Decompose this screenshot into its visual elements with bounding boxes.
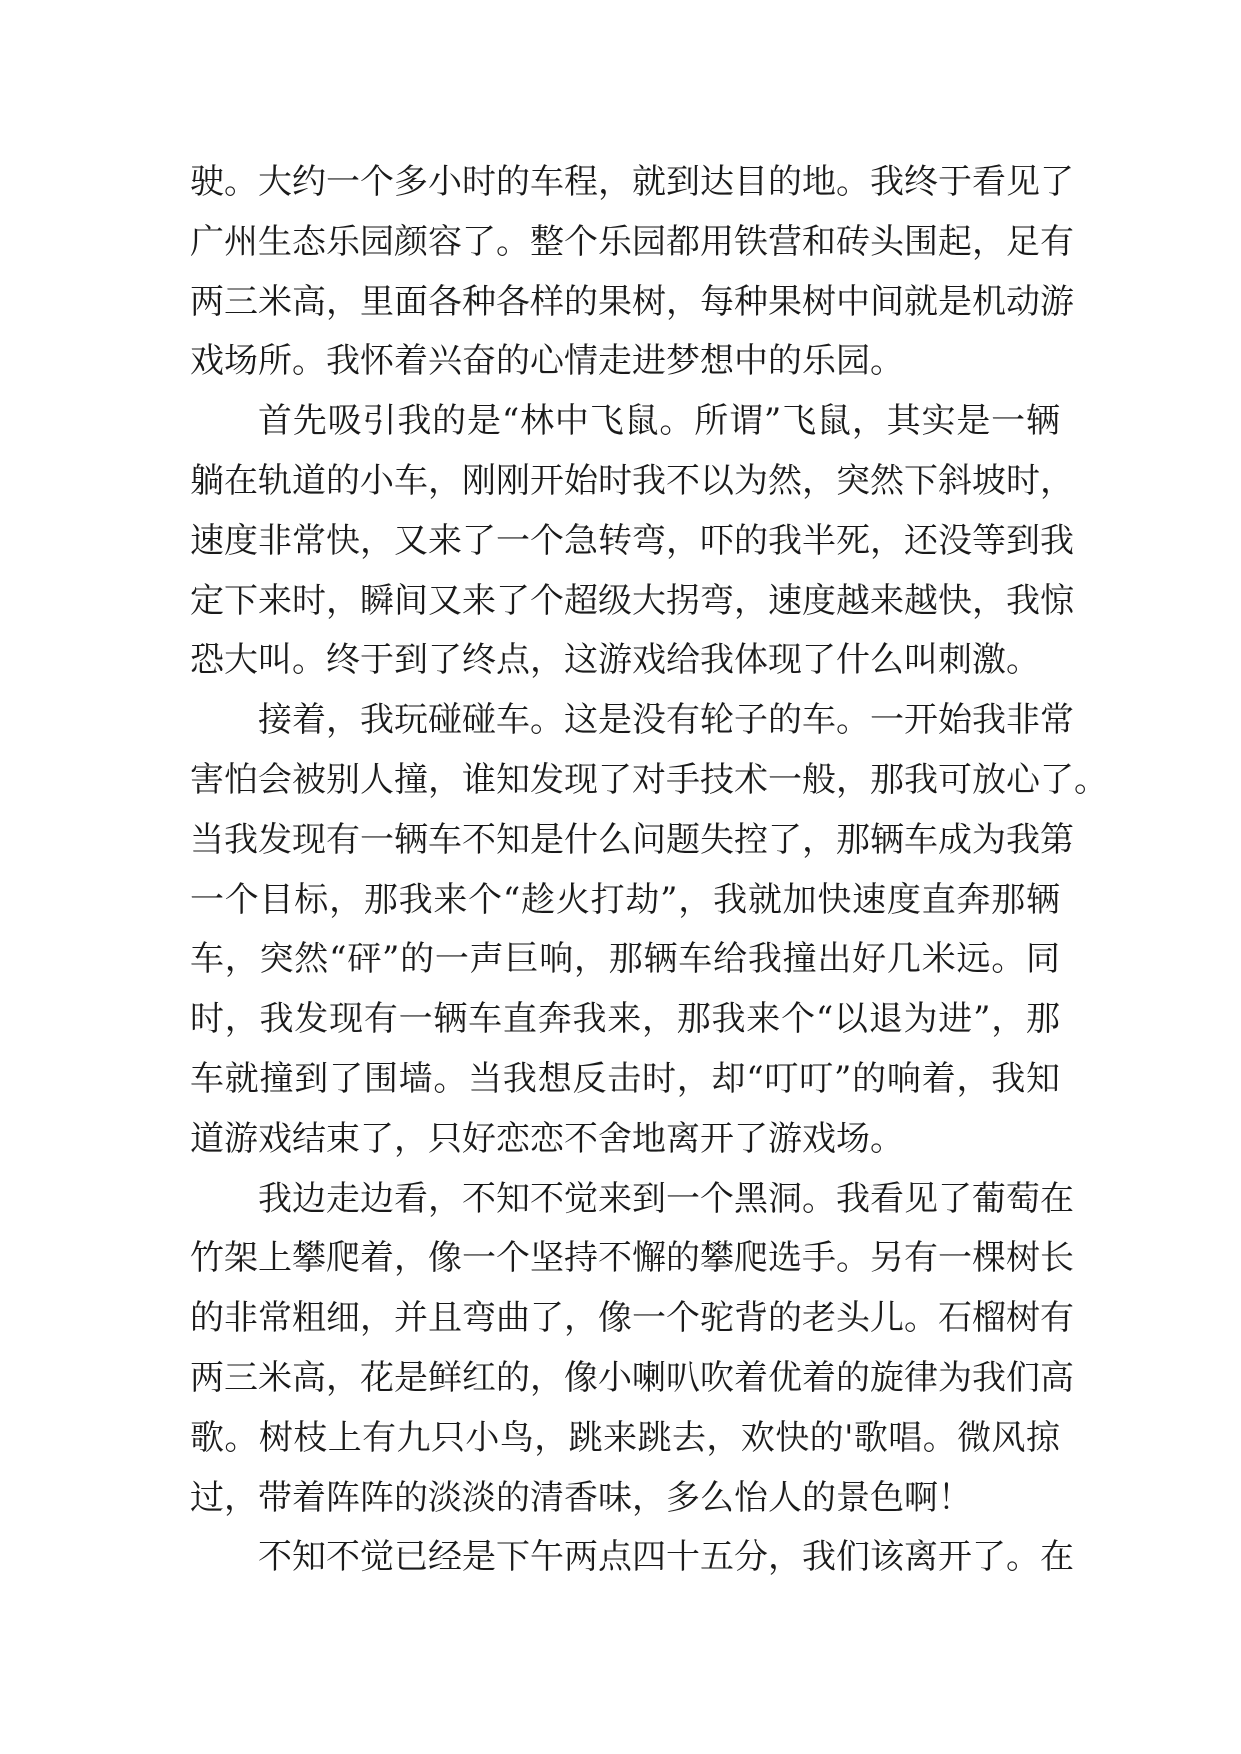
- text-line: 过，带着阵阵的淡淡的清香味，多么怡人的景色啊！: [190, 1477, 972, 1518]
- text-line: 车，突然“砰”的一声巨响，那辆车给我撞出好几米远。同: [190, 939, 1060, 980]
- text-line: 接着，我玩碰碰车。这是没有轮子的车。一开始我非常: [258, 700, 1074, 741]
- text-line: 竹架上攀爬着，像一个坚持不懈的攀爬选手。另有一棵树长: [190, 1238, 1074, 1279]
- text-line: 戏场所。我怀着兴奋的心情走进梦想中的乐园。: [190, 341, 904, 382]
- text-line: 广州生态乐园颜容了。整个乐园都用铁营和砖头围起，足有: [190, 221, 1074, 262]
- text-line: 恐大叫。终于到了终点，这游戏给我体现了什么叫刺激。: [190, 640, 1040, 681]
- text-line: 两三米高，里面各种各样的果树，每种果树中间就是机动游: [190, 281, 1074, 322]
- text-line: 定下来时，瞬间又来了个超级大拐弯，速度越来越快，我惊: [190, 580, 1074, 621]
- text-line: 的非常粗细，并且弯曲了，像一个驼背的老头儿。石榴树有: [190, 1298, 1074, 1339]
- text-line: 我边走边看，不知不觉来到一个黑洞。我看见了葡萄在: [258, 1178, 1074, 1219]
- text-line: 时，我发现有一辆车直奔我来，那我来个“以退为进”，那: [190, 999, 1060, 1040]
- text-line: 道游戏结束了，只好恋恋不舍地离开了游戏场。: [190, 1118, 904, 1159]
- text-line: 首先吸引我的是“林中飞鼠。所谓”飞鼠，其实是一辆: [258, 401, 1060, 442]
- text-line: 驶。大约一个多小时的车程，就到达目的地。我终于看见了: [190, 162, 1074, 202]
- text-line: 不知不觉已经是下午两点四十五分，我们该离开了。在: [258, 1537, 1074, 1578]
- text-line: 速度非常快，又来了一个急转弯，吓的我半死，还没等到我: [190, 520, 1074, 561]
- text-line: 害怕会被别人撞，谁知发现了对手技术一般，那我可放心了。: [190, 759, 1108, 800]
- text-line: 歌。树枝上有九只小鸟，跳来跳去，欢快的'歌唱。微风掠: [190, 1417, 1060, 1458]
- text-line: 一个目标，那我来个“趁火打劫”，我就加快速度直奔那辆: [190, 879, 1060, 920]
- text-line: 当我发现有一辆车不知是什么问题失控了，那辆车成为我第: [190, 819, 1074, 860]
- text-line: 车就撞到了围墙。当我想反击时，却“叮叮”的响着，我知: [190, 1058, 1060, 1099]
- essay-body: [190, 153, 1108, 1588]
- text-line: 两三米高，花是鲜红的，像小喇叭吹着优着的旋律为我们高: [190, 1357, 1074, 1398]
- text-line: 躺在轨道的小车，刚刚开始时我不以为然，突然下斜坡时，: [190, 460, 1074, 501]
